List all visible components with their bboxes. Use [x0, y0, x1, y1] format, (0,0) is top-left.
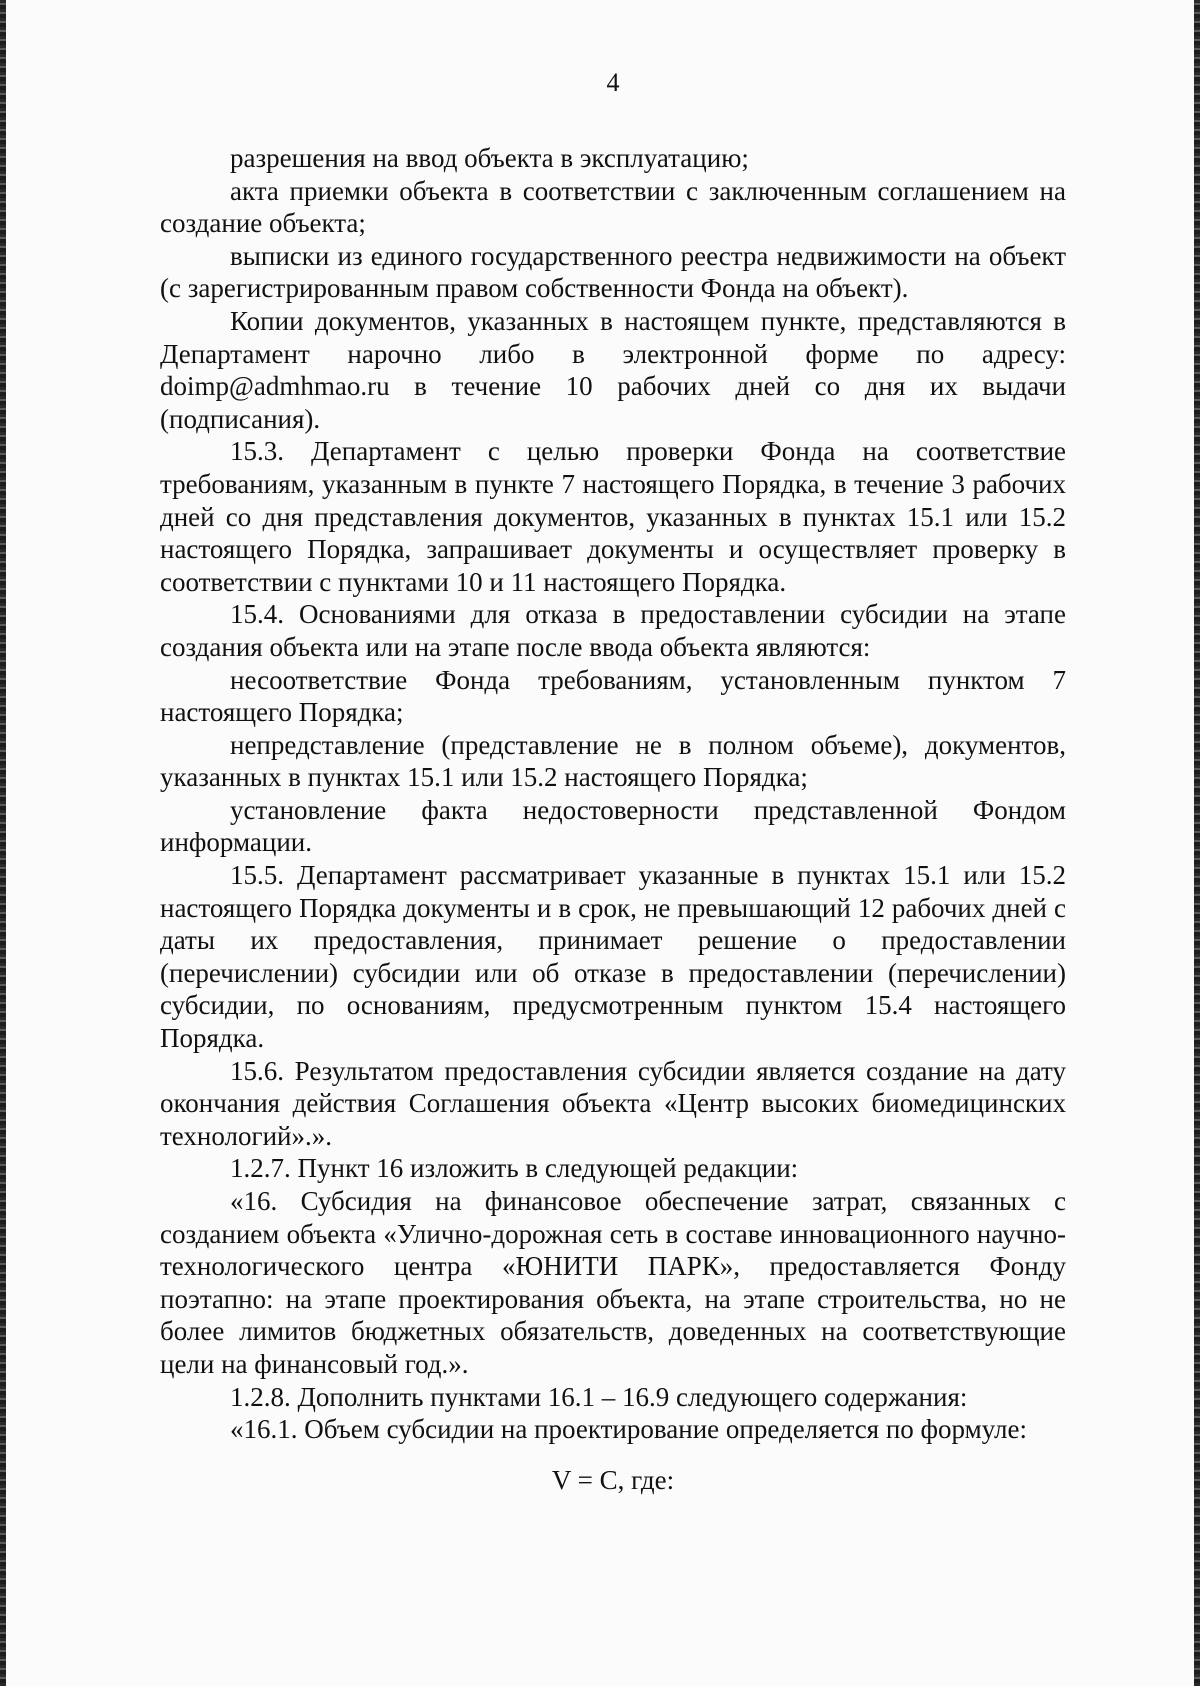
paragraph: Копии документов, указанных в настоящем пункте, представляются в Департамент нарочно либо в электронной форме по адресу: doimp@admhmao.ru в течение 10 рабочих дней со дня их выдачи (подписания).	[160, 305, 1066, 434]
paragraph: установление факта недостоверности представленной Фондом информации.	[160, 794, 1066, 858]
paragraph: 15.3. Департамент с целью проверки Фонда на соответствие требованиям, указанным в пункте 7 настоящего Порядка, в течение 3 рабочих дней со дня представления документов, указанных в пунктах 15.1 или 15.2 настоящего Порядка, запрашивает документы и осуществляет проверку в соответствии с пунктами 10 и 11 настоящего Порядка.	[160, 436, 1066, 597]
paragraph: 15.6. Результатом предоставления субсидии является создание на дату окончания действия Соглашения объекта «Центр высоких биомедицинских технологий».».	[160, 1055, 1066, 1151]
paragraph: 1.2.8. Дополнить пунктами 16.1 – 16.9 следующего содержания:	[230, 1381, 968, 1412]
paragraph: «16.1. Объем субсидии на проектирование определяется по формуле:	[230, 1414, 1027, 1445]
paragraph: разрешения на ввод объекта в эксплуатацию;	[230, 143, 749, 173]
paragraph: несоответствие Фонда требованиям, установленным пунктом 7 настоящего Порядка;	[160, 664, 1066, 728]
paragraph: 15.5. Департамент рассматривает указанные в пунктах 15.1 или 15.2 настоящего Порядка документы и в срок, не превышающий 12 рабочих дней с даты их предоставления, принимает решение о предоставлении (перечислении) субсидии или об отказе в предоставлении (перечислении) субсидии, по основаниям, предусмотренным пунктом 15.4 настоящего Порядка.	[160, 860, 1066, 1054]
document-body	[160, 142, 1066, 1446]
scan-edge-right	[1194, 0, 1200, 1686]
paragraph: «16. Субсидия на финансовое обеспечение затрат, связанных с созданием объекта «Улично-дорожная сеть в составе инновационного научно-технологического центра «ЮНИТИ ПАРК», предоставляется Фонду поэтапно: на этапе проектирования объекта, на этапе строительства, но не более лимитов бюджетных обязательств, доведенных на соответствующие цели на финансовый год.».	[160, 1186, 1066, 1379]
paragraph: акта приемки объекта в соответствии с заключенным соглашением на создание объекта;	[160, 175, 1066, 239]
paragraph: 15.4. Основаниями для отказа в предоставлении субсидии на этапе создания объекта или на этапе после ввода объекта являются:	[160, 599, 1066, 662]
scan-edge-left	[0, 0, 6, 1686]
paragraph: непредставление (представление не в полном объеме), документов, указанных в пунктах 15.1 или 15.2 настоящего Порядка;	[160, 729, 1066, 793]
paragraph: 1.2.7. Пункт 16 изложить в следующей редакции:	[230, 1153, 799, 1184]
paragraph: выписки из единого государственного реестра недвижимости на объект (с зарегистрированным правом собственности Фонда на объект).	[160, 240, 1066, 304]
page-number: 4	[606, 68, 620, 97]
formula: V = C, где:	[551, 1465, 675, 1495]
